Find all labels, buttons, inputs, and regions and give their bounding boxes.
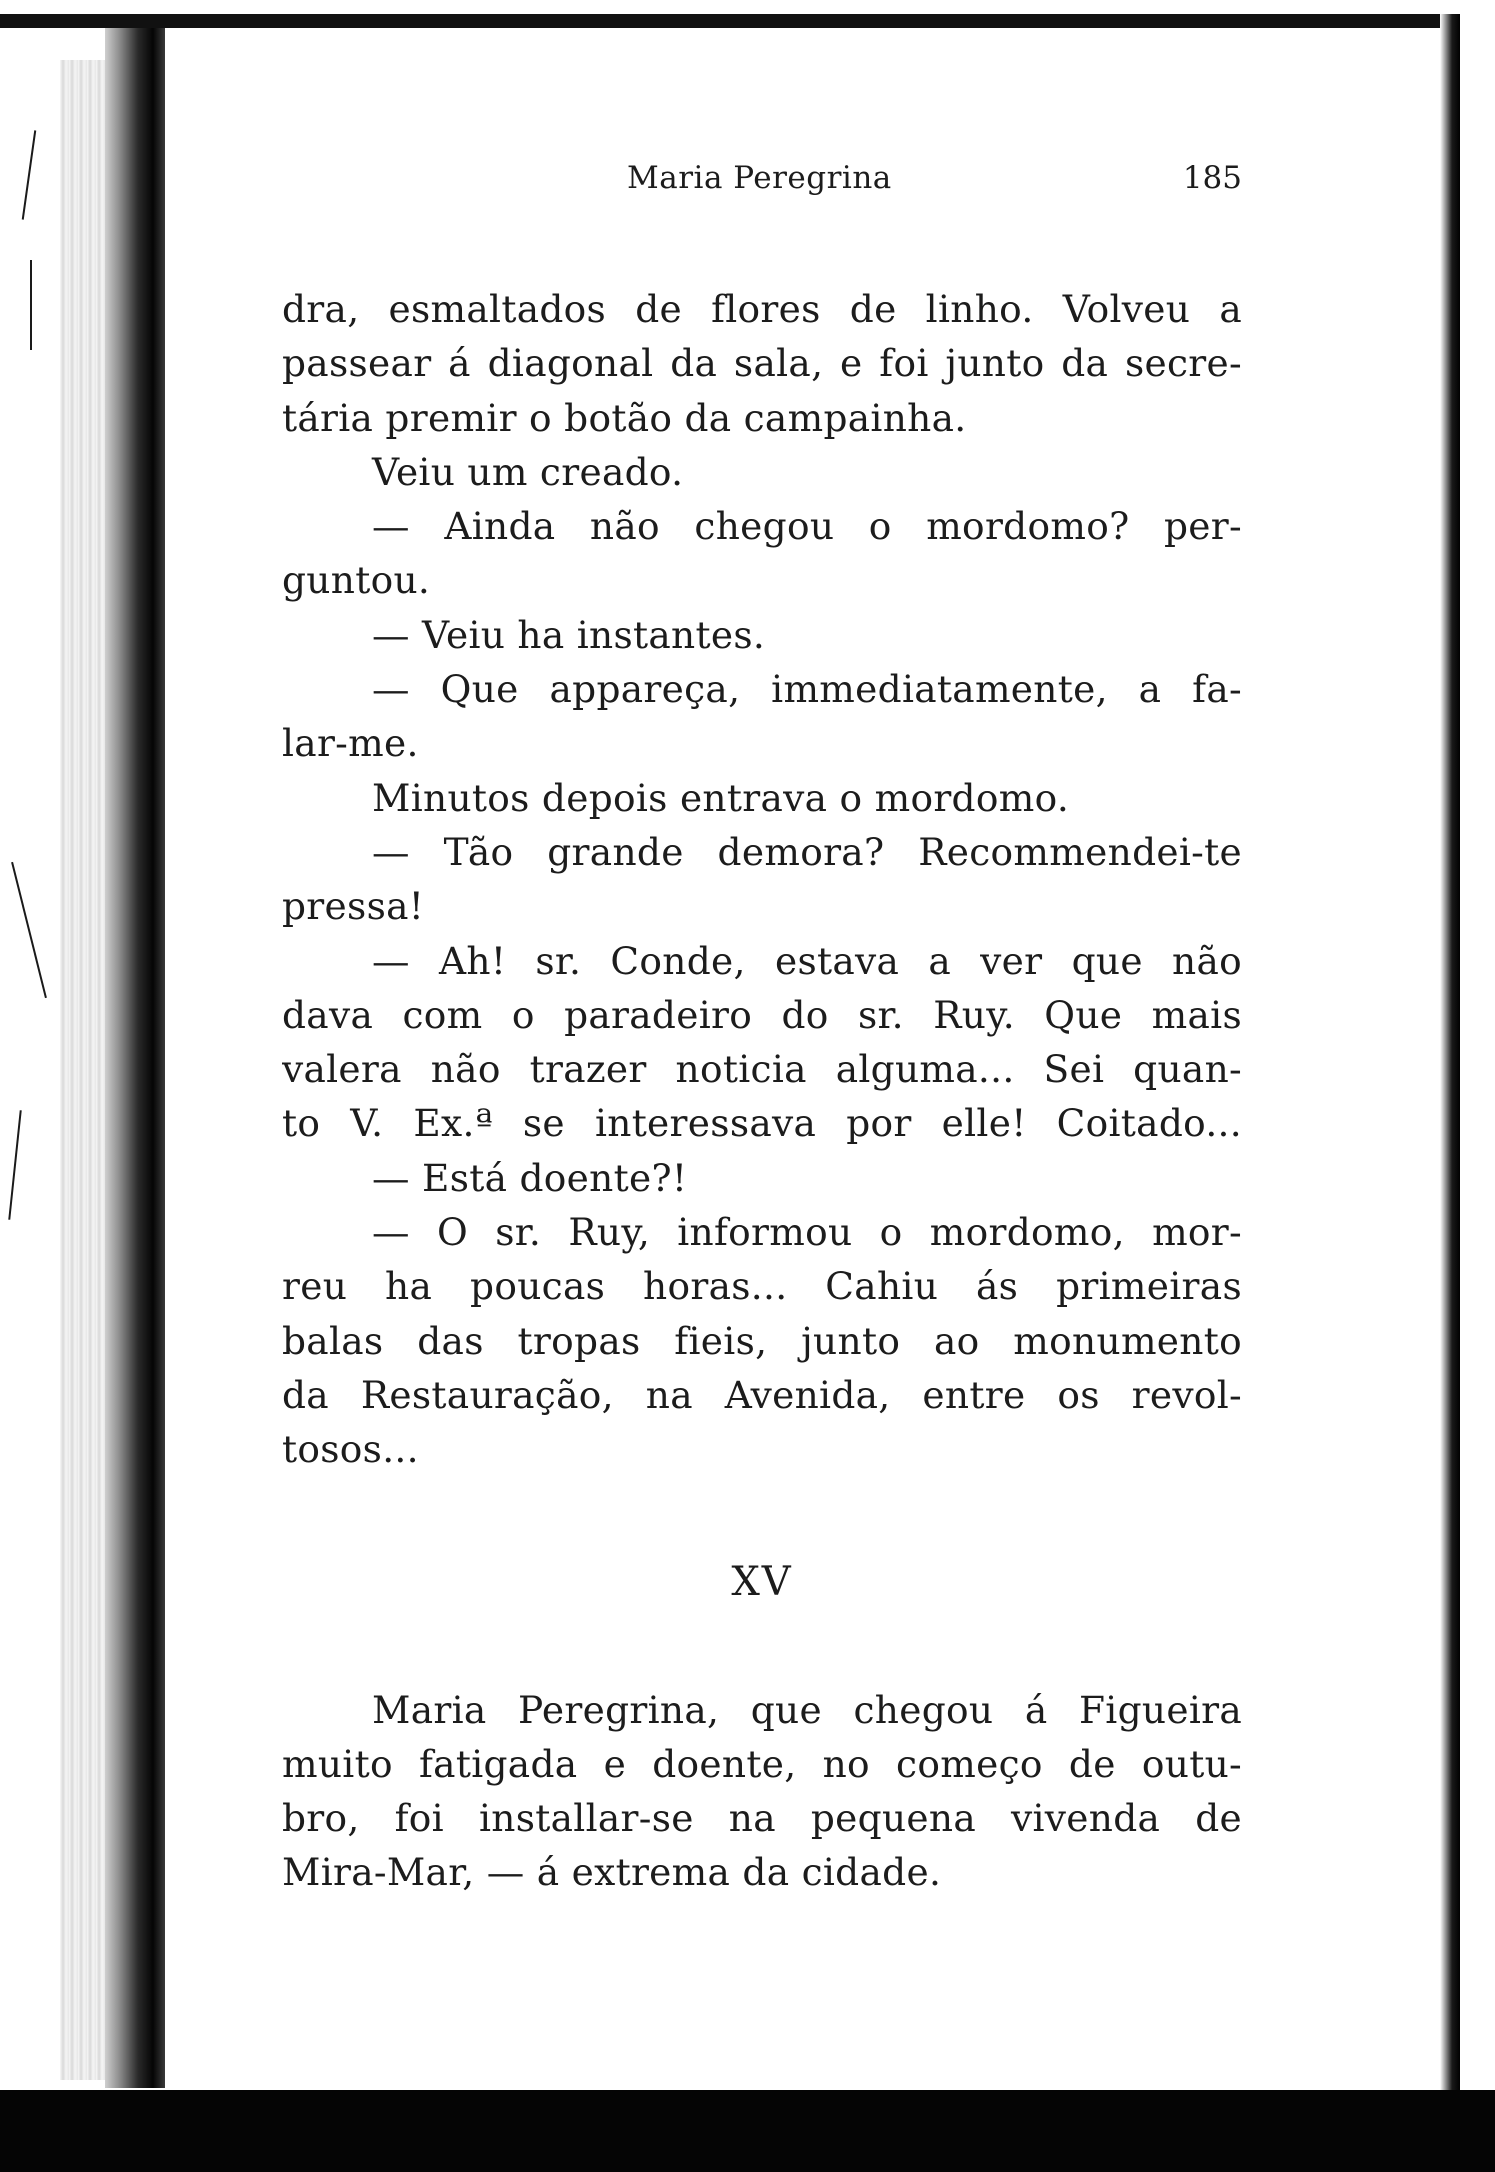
text-line: Minutos depois entrava o mordomo.: [372, 775, 1070, 820]
text-line: pressa!: [282, 884, 425, 929]
body-text: [282, 282, 1242, 1477]
page-stack-edge: [60, 60, 108, 2080]
text-line: balas das tropas fieis, junto ao monumento: [282, 1318, 1242, 1363]
text-line: passear á diagonal da sala, e foi junto da secre-: [282, 341, 1242, 386]
text-line: dava com o paradeiro do sr. Ruy. Que mais: [282, 992, 1242, 1037]
text-line: — Veiu ha instantes.: [372, 612, 766, 657]
text-line: reu ha poucas horas... Cahiu ás primeiras: [282, 1264, 1242, 1309]
running-header: [282, 160, 1242, 220]
text-line: — Ah! sr. Conde, estava a ver que não: [372, 938, 1242, 983]
text-line: tosos...: [282, 1427, 419, 1472]
right-scan-edge: [1440, 14, 1460, 2094]
text-line: — Que appareça, immediatamente, a fa-: [372, 667, 1242, 712]
text-line: tária premir o botão da campainha.: [282, 395, 967, 440]
text-line: bro, foi installar-se na pequena vivenda de: [282, 1796, 1242, 1841]
running-header-title: Maria Peregrina: [627, 160, 892, 196]
text-line: lar-me.: [282, 721, 419, 766]
stray-mark: [11, 862, 47, 998]
text-line: muito fatigada e doente, no começo de outu-: [282, 1741, 1242, 1786]
text-line: valera não trazer noticia alguma... Sei quan-: [282, 1047, 1242, 1092]
text-line: da Restauração, na Avenida, entre os revol-: [282, 1372, 1242, 1417]
text-line: — Ainda não chegou o mordomo? per-: [372, 504, 1242, 549]
text-line: — O sr. Ruy, informou o mordomo, mor-: [372, 1210, 1242, 1255]
text-line: guntou.: [282, 558, 431, 603]
bottom-scan-edge: [0, 2090, 1495, 2172]
text-line: dra, esmaltados de flores de linho. Volveu a: [282, 287, 1242, 331]
text-line: to V. Ex.ª se interessava por elle! Coitado...: [282, 1101, 1242, 1146]
text-line: — Tão grande demora? Recommendei-te: [372, 829, 1242, 874]
text-line: Veiu um creado.: [372, 449, 684, 494]
text-line: Maria Peregrina, que chegou á Figueira: [372, 1687, 1242, 1732]
stray-mark: [30, 260, 32, 350]
book-binding-shadow: [105, 28, 165, 2088]
stray-mark: [8, 1110, 21, 1220]
page-text-block: [282, 160, 1242, 1900]
stray-mark: [22, 130, 37, 219]
chapter-body-text: [282, 1683, 1242, 1900]
text-line: — Está doente?!: [372, 1155, 688, 1200]
chapter-heading: XV: [731, 1558, 793, 1605]
text-line: Mira-Mar, — á extrema da cidade.: [282, 1850, 942, 1895]
top-scan-edge: [0, 14, 1450, 28]
page-number: 185: [1182, 160, 1242, 196]
